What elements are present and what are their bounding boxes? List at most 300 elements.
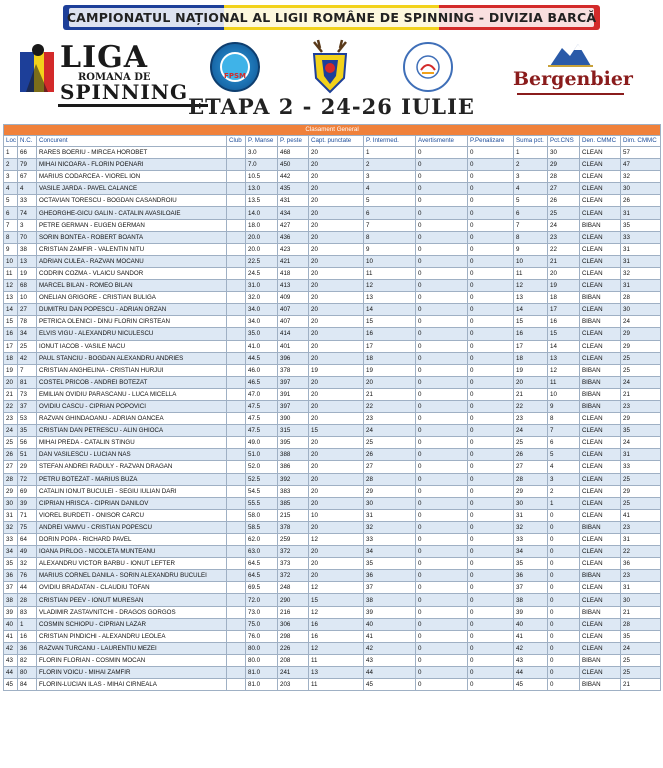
table-cell: 20: [309, 376, 364, 388]
table-cell: 0: [548, 534, 580, 546]
table-cell: 20: [309, 388, 364, 400]
table-cell: [227, 316, 246, 328]
table-cell: IOANA PIRLOG - NICOLETA MUNTEANU: [37, 546, 227, 558]
table-cell: [227, 582, 246, 594]
table-row: [4, 183, 661, 195]
table-cell: 35: [621, 630, 661, 642]
table-cell: 19: [309, 364, 364, 376]
table-cell: 38: [514, 594, 548, 606]
table-cell: 30: [4, 497, 18, 509]
table-cell: 46.5: [246, 376, 278, 388]
table-cell: 0: [468, 473, 514, 485]
table-cell: 29: [621, 328, 661, 340]
table-cell: 0: [416, 147, 468, 159]
table-cell: 18.0: [246, 219, 278, 231]
table-cell: 0: [416, 570, 468, 582]
table-row: [4, 292, 661, 304]
table-cell: 29: [621, 485, 661, 497]
table-cell: 22: [514, 400, 548, 412]
table-cell: 20: [309, 183, 364, 195]
table-cell: 54.5: [246, 485, 278, 497]
table-cell: BIBAN: [580, 376, 621, 388]
table-cell: 19: [364, 364, 416, 376]
table-cell: [227, 400, 246, 412]
table-cell: 20: [309, 328, 364, 340]
table-cell: 20: [364, 376, 416, 388]
sponsor-name: Bergenbier: [513, 68, 633, 90]
table-cell: 5: [364, 195, 416, 207]
table-cell: 13: [364, 292, 416, 304]
table-cell: 0: [468, 437, 514, 449]
table-cell: 26: [548, 195, 580, 207]
table-row: [4, 461, 661, 473]
table-cell: CLEAN: [580, 582, 621, 594]
table-cell: 13: [18, 255, 37, 267]
table-cell: 20: [309, 280, 364, 292]
table-cell: [227, 630, 246, 642]
table-cell: 0: [416, 243, 468, 255]
table-row: [4, 449, 661, 461]
table-cell: [227, 183, 246, 195]
table-cell: 0: [416, 207, 468, 219]
table-cell: 23: [621, 570, 661, 582]
table-cell: 5: [4, 195, 18, 207]
table-row: [4, 352, 661, 364]
table-cell: COSTEL PRICOB - ANDREI BOTEZAT: [37, 376, 227, 388]
table-cell: 0: [468, 497, 514, 509]
table-cell: 20: [309, 558, 364, 570]
table-cell: 14: [514, 304, 548, 316]
table-cell: 49: [18, 546, 37, 558]
table-row: [4, 521, 661, 533]
column-header: P. peste: [278, 136, 309, 147]
table-cell: 32: [4, 521, 18, 533]
table-cell: 2: [364, 159, 416, 171]
table-cell: 20: [309, 195, 364, 207]
table-cell: 37: [364, 582, 416, 594]
table-cell: 31: [514, 509, 548, 521]
table-cell: 46.0: [246, 364, 278, 376]
table-cell: CRISTIAN ANGHELINA - CRISTIAN HURJUI: [37, 364, 227, 376]
table-cell: 41: [4, 630, 18, 642]
table-cell: 10: [364, 255, 416, 267]
table-title-row: [4, 125, 661, 136]
table-cell: [227, 207, 246, 219]
table-cell: 0: [468, 280, 514, 292]
table-row: [4, 618, 661, 630]
table-cell: [227, 667, 246, 679]
table-cell: 0: [416, 316, 468, 328]
table-cell: MIHAI NICOARA - FLORIN POENARI: [37, 159, 227, 171]
table-cell: 20: [309, 473, 364, 485]
table-cell: [227, 376, 246, 388]
column-header: Den. CMMC: [580, 136, 621, 147]
table-cell: 30: [621, 594, 661, 606]
table-cell: CLEAN: [580, 352, 621, 364]
table-cell: 80.0: [246, 654, 278, 666]
table-cell: 34.0: [246, 304, 278, 316]
table-row: [4, 582, 661, 594]
table-cell: DUMITRU DAN POPESCU - ADRIAN ORZAN: [37, 304, 227, 316]
column-header: Avertismente: [416, 136, 468, 147]
table-cell: 0: [468, 231, 514, 243]
table-cell: 21: [548, 255, 580, 267]
table-cell: 20: [309, 413, 364, 425]
table-cell: 0: [468, 171, 514, 183]
table-cell: 0: [468, 534, 514, 546]
table-cell: BIBAN: [580, 364, 621, 376]
table-cell: 372: [278, 546, 309, 558]
table-cell: 81: [18, 376, 37, 388]
table-cell: 9: [364, 243, 416, 255]
table-cell: 20: [309, 159, 364, 171]
table-cell: 0: [468, 606, 514, 618]
table-cell: 29: [18, 461, 37, 473]
table-cell: 0: [416, 219, 468, 231]
table-cell: 37: [18, 400, 37, 412]
table-cell: [227, 267, 246, 279]
table-cell: 25: [621, 667, 661, 679]
table-cell: 25: [621, 364, 661, 376]
table-cell: BIBAN: [580, 292, 621, 304]
table-cell: 0: [548, 509, 580, 521]
table-cell: 25: [621, 654, 661, 666]
table-cell: 0: [468, 485, 514, 497]
table-cell: 24: [621, 316, 661, 328]
column-header: Suma pct.: [514, 136, 548, 147]
table-cell: 42: [364, 642, 416, 654]
table-cell: ONELIAN GRIGORE - CRISTIAN BULIGA: [37, 292, 227, 304]
table-cell: 0: [468, 582, 514, 594]
table-cell: CLEAN: [580, 618, 621, 630]
table-cell: 44: [4, 667, 18, 679]
table-cell: 26: [4, 449, 18, 461]
table-row: [4, 195, 661, 207]
table-cell: CLEAN: [580, 267, 621, 279]
table-cell: 11: [548, 376, 580, 388]
table-cell: 0: [416, 654, 468, 666]
table-cell: 0: [548, 558, 580, 570]
table-cell: 418: [278, 267, 309, 279]
ajvps-emblem-icon: [415, 54, 441, 80]
table-cell: 42: [514, 642, 548, 654]
table-cell: 450: [278, 159, 309, 171]
table-cell: 17: [514, 340, 548, 352]
table-cell: 0: [468, 570, 514, 582]
table-cell: RAZVAN TURCANU - LAURENTIU MEZEI: [37, 642, 227, 654]
table-cell: 28: [548, 171, 580, 183]
table-cell: 397: [278, 376, 309, 388]
table-cell: 0: [416, 171, 468, 183]
table-cell: PAUL STANCIU - BOGDAN ALEXANDRU ANDRIES: [37, 352, 227, 364]
table-cell: 11: [309, 654, 364, 666]
table-cell: 31: [621, 255, 661, 267]
table-cell: 33: [364, 534, 416, 546]
table-cell: CLEAN: [580, 437, 621, 449]
table-cell: 76: [18, 570, 37, 582]
table-cell: 0: [468, 243, 514, 255]
table-cell: [227, 642, 246, 654]
table-cell: 17: [4, 340, 18, 352]
table-cell: 27: [514, 461, 548, 473]
table-cell: 0: [416, 449, 468, 461]
table-cell: 27: [548, 183, 580, 195]
table-cell: 12: [309, 582, 364, 594]
table-cell: 0: [468, 425, 514, 437]
table-cell: BIBAN: [580, 570, 621, 582]
table-cell: 18: [4, 352, 18, 364]
table-cell: 31: [621, 534, 661, 546]
table-row: [4, 630, 661, 642]
table-cell: 69: [18, 485, 37, 497]
table-cell: 2: [4, 159, 18, 171]
table-cell: 0: [416, 558, 468, 570]
table-cell: 4: [514, 183, 548, 195]
table-cell: 56: [18, 437, 37, 449]
table-cell: 0: [416, 630, 468, 642]
table-cell: 64: [18, 534, 37, 546]
table-cell: 25: [548, 207, 580, 219]
fpsm-logo: [210, 42, 260, 92]
table-cell: 414: [278, 328, 309, 340]
table-cell: 20.0: [246, 231, 278, 243]
table-cell: 0: [416, 582, 468, 594]
table-title: Clasament General: [4, 125, 661, 136]
table-cell: ALEXANDRU VICTOR BARBU - IONUT LEFTER: [37, 558, 227, 570]
table-cell: CLEAN: [580, 147, 621, 159]
table-row: [4, 328, 661, 340]
table-cell: 12: [548, 364, 580, 376]
table-cell: 1: [364, 147, 416, 159]
table-cell: 38: [364, 594, 416, 606]
table-cell: FLORIN FLORIAN - COSMIN MOCAN: [37, 654, 227, 666]
standings-table-wrapper: [3, 124, 660, 691]
table-cell: 0: [468, 388, 514, 400]
table-cell: 0: [416, 255, 468, 267]
table-cell: 0: [468, 207, 514, 219]
table-cell: 16: [364, 328, 416, 340]
table-cell: 386: [278, 461, 309, 473]
table-cell: 6: [514, 207, 548, 219]
table-cell: 10: [4, 255, 18, 267]
table-cell: [227, 521, 246, 533]
table-cell: CLEAN: [580, 280, 621, 292]
table-cell: [227, 328, 246, 340]
table-cell: 0: [416, 521, 468, 533]
table-cell: 0: [416, 183, 468, 195]
table-cell: MARCEL BILAN - ROMEO BILAN: [37, 280, 227, 292]
table-cell: 29: [548, 159, 580, 171]
table-cell: 25: [621, 473, 661, 485]
table-body: [4, 147, 661, 691]
table-cell: [227, 461, 246, 473]
column-header: N.C.: [18, 136, 37, 147]
table-cell: 24.5: [246, 267, 278, 279]
table-cell: 20: [309, 546, 364, 558]
table-cell: CLEAN: [580, 473, 621, 485]
table-cell: 0: [468, 159, 514, 171]
table-cell: 0: [416, 618, 468, 630]
table-cell: MIHAI PREDA - CATALIN STINGU: [37, 437, 227, 449]
table-cell: 0: [416, 642, 468, 654]
table-cell: CLEAN: [580, 413, 621, 425]
table-row: [4, 425, 661, 437]
table-cell: 12: [4, 280, 18, 292]
table-cell: 49.0: [246, 437, 278, 449]
column-header: Loc: [4, 136, 18, 147]
table-cell: 3: [18, 219, 37, 231]
table-cell: 51.0: [246, 449, 278, 461]
table-cell: [227, 388, 246, 400]
table-cell: 14: [364, 304, 416, 316]
table-cell: [227, 485, 246, 497]
table-cell: 15: [309, 594, 364, 606]
table-cell: 22: [364, 400, 416, 412]
table-cell: 0: [548, 618, 580, 630]
table-cell: [227, 618, 246, 630]
table-cell: BIBAN: [580, 388, 621, 400]
table-cell: 0: [468, 642, 514, 654]
table-cell: 215: [278, 509, 309, 521]
table-cell: 4: [4, 183, 18, 195]
table-cell: 24: [514, 425, 548, 437]
table-cell: 13.5: [246, 195, 278, 207]
table-cell: 23: [514, 413, 548, 425]
table-cell: CLEAN: [580, 667, 621, 679]
table-cell: 3: [514, 171, 548, 183]
standings-table: [3, 124, 661, 691]
table-cell: CLEAN: [580, 304, 621, 316]
table-cell: 17: [548, 304, 580, 316]
table-cell: CLEAN: [580, 630, 621, 642]
table-cell: 373: [278, 558, 309, 570]
table-cell: 13: [309, 667, 364, 679]
table-cell: 13: [548, 352, 580, 364]
table-cell: 45: [364, 679, 416, 691]
table-cell: 58.5: [246, 521, 278, 533]
table-cell: 38: [18, 243, 37, 255]
table-cell: 2: [548, 485, 580, 497]
table-cell: 29: [621, 340, 661, 352]
table-cell: CLEAN: [580, 340, 621, 352]
table-cell: BIBAN: [580, 219, 621, 231]
table-cell: 3: [548, 473, 580, 485]
table-cell: 36: [364, 570, 416, 582]
table-cell: 0: [416, 231, 468, 243]
table-cell: BIBAN: [580, 400, 621, 412]
table-cell: 0: [416, 437, 468, 449]
table-cell: 0: [468, 328, 514, 340]
table-cell: 21: [364, 388, 416, 400]
table-cell: 20: [4, 376, 18, 388]
table-cell: 58.0: [246, 509, 278, 521]
table-cell: 31.0: [246, 280, 278, 292]
table-cell: 0: [548, 630, 580, 642]
table-cell: BIBAN: [580, 316, 621, 328]
table-cell: 25: [621, 352, 661, 364]
table-cell: 33: [621, 231, 661, 243]
table-cell: 0: [468, 376, 514, 388]
table-cell: 0: [548, 582, 580, 594]
table-cell: 396: [278, 352, 309, 364]
table-cell: 31: [4, 509, 18, 521]
table-cell: [227, 219, 246, 231]
table-cell: 79: [18, 159, 37, 171]
table-cell: 390: [278, 413, 309, 425]
column-header: Dim. CMMC: [621, 136, 661, 147]
table-cell: 6: [548, 437, 580, 449]
table-cell: 383: [278, 485, 309, 497]
table-cell: 0: [548, 594, 580, 606]
table-cell: 19: [548, 280, 580, 292]
table-cell: 27: [4, 461, 18, 473]
table-cell: 18: [364, 352, 416, 364]
table-cell: 76.0: [246, 630, 278, 642]
table-cell: 9: [548, 400, 580, 412]
table-cell: 69.5: [246, 582, 278, 594]
table-cell: 42: [4, 642, 18, 654]
table-cell: 0: [416, 364, 468, 376]
column-header: Capt. punctate: [309, 136, 364, 147]
table-row: [4, 473, 661, 485]
table-cell: 40: [364, 618, 416, 630]
table-cell: 11: [309, 679, 364, 691]
table-cell: 40: [4, 618, 18, 630]
table-cell: 20: [309, 219, 364, 231]
table-cell: 53: [18, 413, 37, 425]
table-cell: 10: [309, 509, 364, 521]
table-cell: 21: [514, 388, 548, 400]
table-cell: 7: [18, 364, 37, 376]
table-cell: 20: [309, 521, 364, 533]
table-cell: [227, 292, 246, 304]
table-cell: 0: [416, 461, 468, 473]
table-cell: CRISTIAN PEEV - IONUT MURESAN: [37, 594, 227, 606]
table-header-row: [4, 136, 661, 147]
table-cell: CLEAN: [580, 497, 621, 509]
table-cell: 0: [416, 304, 468, 316]
table-row: [4, 570, 661, 582]
table-cell: 30: [621, 304, 661, 316]
table-cell: 15: [514, 316, 548, 328]
table-cell: 431: [278, 195, 309, 207]
table-cell: 19: [514, 364, 548, 376]
table-cell: 39: [514, 606, 548, 618]
table-cell: 407: [278, 304, 309, 316]
table-cell: 21: [621, 388, 661, 400]
table-cell: ELVIS VIGU - ALEXANDRU NICULESCU: [37, 328, 227, 340]
table-cell: 47: [621, 159, 661, 171]
table-cell: 26: [621, 195, 661, 207]
table-cell: 0: [468, 147, 514, 159]
table-cell: 82: [18, 654, 37, 666]
table-cell: 8: [514, 231, 548, 243]
table-row: [4, 255, 661, 267]
table-cell: 44: [514, 667, 548, 679]
table-cell: 19: [18, 267, 37, 279]
table-cell: 20: [309, 400, 364, 412]
table-cell: 26: [364, 449, 416, 461]
table-cell: 41: [364, 630, 416, 642]
table-row: [4, 267, 661, 279]
column-header: Concurent: [37, 136, 227, 147]
table-cell: 16: [309, 618, 364, 630]
table-cell: 208: [278, 654, 309, 666]
table-cell: 0: [468, 316, 514, 328]
table-cell: 0: [548, 679, 580, 691]
table-cell: 0: [468, 267, 514, 279]
table-cell: 407: [278, 316, 309, 328]
